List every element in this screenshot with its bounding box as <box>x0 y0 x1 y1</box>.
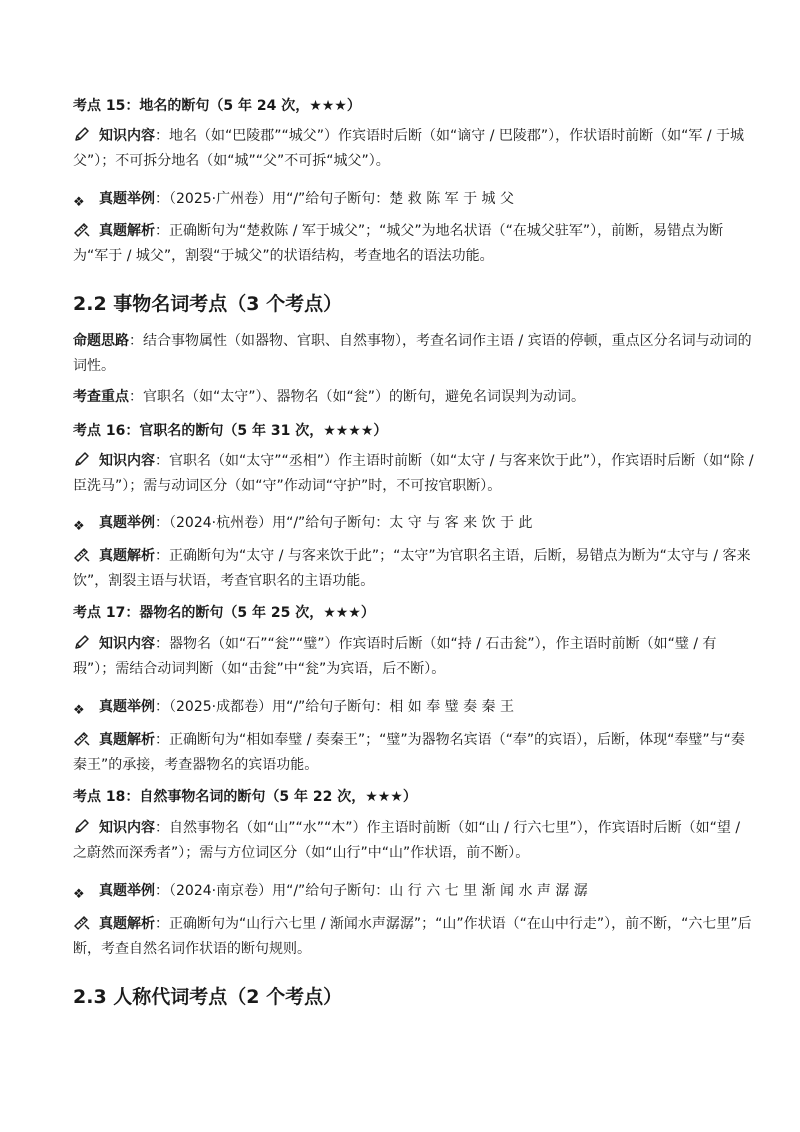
section22-focus-text: ：官职名（如“太守”）、器物名（如“瓮”）的断句，避免名词误判为动词。 <box>129 389 586 405</box>
kp15-title: 考点 15：地名的断句（5 年 24 次，★★★） <box>73 98 361 114</box>
diamond-icon: ❖ <box>73 519 85 534</box>
kp16-example-text: ：（2024·杭州卷）用“/”给句子断句：太 守 与 客 来 饮 于 此 <box>155 515 533 531</box>
kp18-knowledge-label: 知识内容 <box>99 820 155 836</box>
kp17-knowledge <box>73 632 758 682</box>
kp16-knowledge <box>73 449 758 499</box>
pencil-icon <box>73 450 91 468</box>
kp18-title: 考点 18：自然事物名词的断句（5 年 22 次，★★★） <box>73 789 417 805</box>
kp16-knowledge-text: ：官职名（如“太守”“丞相”）作主语时前断（如“太守 / 与客来饮于此”），作宾语时后断（如“除 / 臣洗马”）；需与动词区分（如“守”作动词“守护”时，不可按官职断）。 <box>73 453 754 494</box>
diamond-icon: ❖ <box>73 887 85 902</box>
kp16-knowledge-label: 知识内容 <box>99 453 155 469</box>
kp17-knowledge-text: ：器物名（如“石”“瓮”“璧”）作宾语时后断（如“持 / 石击瓮”），作主语时前断（如“璧 / 有瑕”）；需结合动词判断（如“击瓮”中“瓮”为宾语，后不断）。 <box>73 636 717 677</box>
kp18-example <box>73 879 758 907</box>
kp15-example-text: ：（2025·广州卷）用“/”给句子断句：楚 救 陈 军 于 城 父 <box>155 191 515 207</box>
kp17-title: 考点 17：器物名的断句（5 年 25 次，★★★） <box>73 605 375 621</box>
kp16-title: 考点 16：官职名的断句（5 年 31 次，★★★★） <box>73 423 388 439</box>
kp17-analysis-text: ：正确断句为“相如奉璧 / 奏秦王”；“璧”为器物名宾语（“奉”的宾语），后断，体现“奉璧”与“奏秦王”的承接，考查器物名的宾语功能。 <box>73 732 745 773</box>
section22-focus-label: 考查重点 <box>73 389 129 405</box>
kp17-example-label: 真题举例 <box>99 699 155 715</box>
kp18-analysis <box>73 912 758 962</box>
kp18-analysis-text: ：正确断句为“山行六七里 / 渐闻水声潺潺”；“山”作状语（“在山中行走”），前不断，“六七里”后断，考查自然名词作状语的断句规则。 <box>73 916 752 957</box>
kp15-analysis-label: 真题解析 <box>99 223 155 239</box>
kp16-example-label: 真题举例 <box>99 515 155 531</box>
pencil-icon <box>73 817 91 835</box>
pencil-icon <box>73 633 91 651</box>
kp18-example-text: ：（2024·南京卷）用“/”给句子断句：山 行 六 七 里 渐 闻 水 声 潺 潺 <box>155 883 588 899</box>
kp17-analysis-label: 真题解析 <box>99 732 155 748</box>
kp16-analysis-label: 真题解析 <box>99 548 155 564</box>
kp15-knowledge-label: 知识内容 <box>99 128 155 144</box>
section22-focus <box>73 385 758 410</box>
kp16-analysis <box>73 544 758 594</box>
section22-intro-label: 命题思路 <box>73 333 129 349</box>
kp17-analysis <box>73 728 758 778</box>
kp15-analysis-text: ：正确断句为“楚救陈 / 军于城父”；“城父”为地名状语（“在城父驻军”），前断，易错点为断为“军于 / 城父”，割裂“于城父”的状语结构，考查地名的语法功能。 <box>73 223 724 264</box>
kp17-example-text: ：（2025·成都卷）用“/”给句子断句：相 如 奉 璧 奏 秦 王 <box>155 699 515 715</box>
section22-intro-text: ：结合事物属性（如器物、官职、自然事物），考查名词作主语 / 宾语的停顿，重点区分名词与动词的词性。 <box>73 333 752 374</box>
ruler-pencil-icon <box>73 545 91 563</box>
kp18-example-label: 真题举例 <box>99 883 155 899</box>
kp15-analysis <box>73 219 758 269</box>
kp15-knowledge <box>73 124 758 174</box>
kp17-example <box>73 695 758 723</box>
ruler-pencil-icon <box>73 220 91 238</box>
diamond-icon: ❖ <box>73 195 85 210</box>
section-2-3-heading: 2.3 人称代词考点（2 个考点） <box>73 986 343 1008</box>
ruler-pencil-icon <box>73 729 91 747</box>
kp16-analysis-text: ：正确断句为“太守 / 与客来饮于此”；“太守”为官职名主语，后断，易错点为断为“太守与 / 客来饮”，割裂主语与状语，考查官职名的主语功能。 <box>73 548 751 589</box>
pencil-icon <box>73 125 91 143</box>
kp15-example <box>73 187 758 215</box>
diamond-icon: ❖ <box>73 703 85 718</box>
kp15-knowledge-text: ：地名（如“巴陵郡”“城父”）作宾语时后断（如“谪守 / 巴陵郡”），作状语时前断（如“军 / 于城父”）；不可拆分地名（如“城”“父”不可拆“城父”）。 <box>73 128 745 169</box>
kp18-knowledge <box>73 816 758 866</box>
kp18-analysis-label: 真题解析 <box>99 916 155 932</box>
section-2-2-heading: 2.2 事物名词考点（3 个考点） <box>73 293 343 315</box>
kp15-example-label: 真题举例 <box>99 191 155 207</box>
section22-intro <box>73 329 758 379</box>
kp16-example <box>73 511 758 539</box>
ruler-pencil-icon <box>73 913 91 931</box>
kp17-knowledge-label: 知识内容 <box>99 636 155 652</box>
kp18-knowledge-text: ：自然事物名（如“山”“水”“木”）作主语时前断（如“山 / 行六七里”），作宾语时后断（如“望 / 之蔚然而深秀者”）；需与方位词区分（如“山行”中“山”作状语，前不断）。 <box>73 820 741 861</box>
